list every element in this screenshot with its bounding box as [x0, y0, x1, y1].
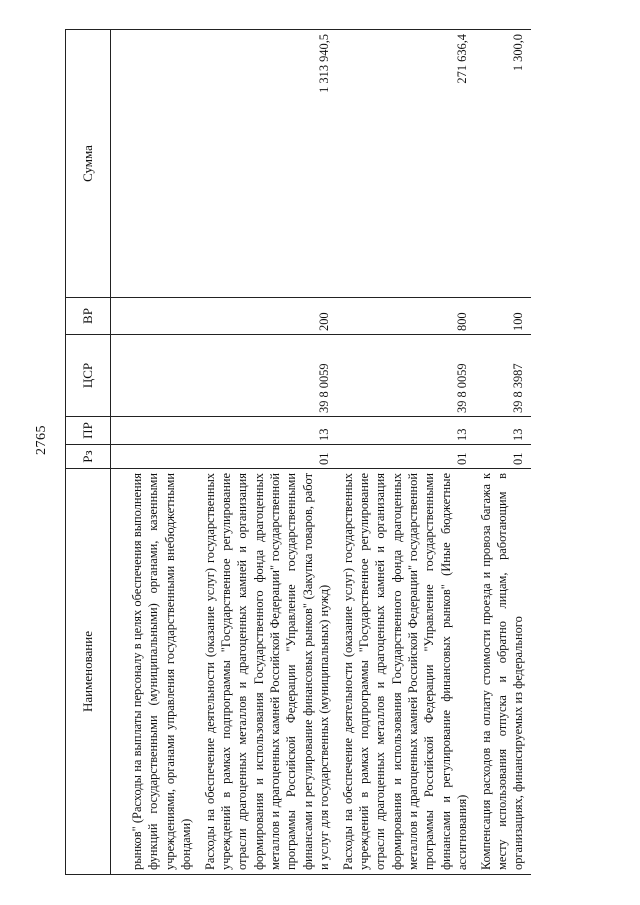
header-rz: Рз	[66, 445, 111, 469]
row-name: Расходы на обеспечение деятельности (оказание услуг) государственных учреждений в рамках подпрограммы "Государственное регулирование отрасли драгоценных металлов и драгоценных камней и организация формирования и использования Государственного фонда драгоценных металлов и драгоценных камней Российской Федерации" государственной программы Российской Федерации "Управление государственными финансами и регулирование финансовых рынков" (Закупка товаров, работ и услуг для государственных (муниципальных) нужд)	[199, 469, 337, 875]
budget-table	[65, 29, 531, 875]
row-pr	[111, 417, 199, 445]
table-row	[199, 30, 337, 875]
row-csr	[111, 335, 199, 417]
row-rz	[111, 445, 199, 469]
row-vr: 100	[475, 298, 531, 335]
row-csr: 39 8 0059	[199, 335, 337, 417]
row-sum: 271 636,4	[337, 30, 475, 298]
row-pr: 13	[337, 417, 475, 445]
row-pr: 13	[475, 417, 531, 445]
row-name: Компенсация расходов на оплату стоимости проезда и провоза багажа к месту использования отпуска и обратно лицам, работающим в организациях, финансируемых из федерального	[475, 469, 531, 875]
table-row	[475, 30, 531, 875]
header-vr: ВР	[66, 298, 111, 335]
row-name: Расходы на обеспечение деятельности (оказание услуг) государственных учреждений в рамках подпрограммы "Государственное регулирование отрасли драгоценных металлов и драгоценных камней и организация формирования и использования Государственного фонда драгоценных металлов и драгоценных камней Российской Федерации" государственной программы Российской Федерации "Управление государственными финансами и регулирование финансовых рынков" (Иные бюджетные ассигнования)	[337, 469, 475, 875]
row-sum	[111, 30, 199, 298]
rotated-page	[65, 30, 595, 875]
table-row	[337, 30, 475, 875]
header-csr: ЦСР	[66, 335, 111, 417]
header-name: Наименование	[66, 469, 111, 875]
row-csr: 39 8 0059	[337, 335, 475, 417]
row-name: рынков" (Расходы на выплаты персоналу в целях обеспечения выполнения функций государственными (муниципальными) органами, казенными учреждениями, органами управления государственными внебюджетными фондами)	[111, 469, 199, 875]
header-pr: ПР	[66, 417, 111, 445]
row-rz: 01	[475, 445, 531, 469]
row-csr: 39 8 3987	[475, 335, 531, 417]
table-header-row	[66, 30, 111, 875]
row-pr: 13	[199, 417, 337, 445]
row-sum: 1 300,0	[475, 30, 531, 298]
header-sum: Сумма	[66, 30, 111, 298]
row-vr: 800	[337, 298, 475, 335]
page-number: 2765	[34, 425, 49, 455]
row-rz: 01	[337, 445, 475, 469]
table-row	[111, 30, 199, 875]
row-sum: 1 313 940,5	[199, 30, 337, 298]
row-vr: 200	[199, 298, 337, 335]
row-rz: 01	[199, 445, 337, 469]
row-vr	[111, 298, 199, 335]
